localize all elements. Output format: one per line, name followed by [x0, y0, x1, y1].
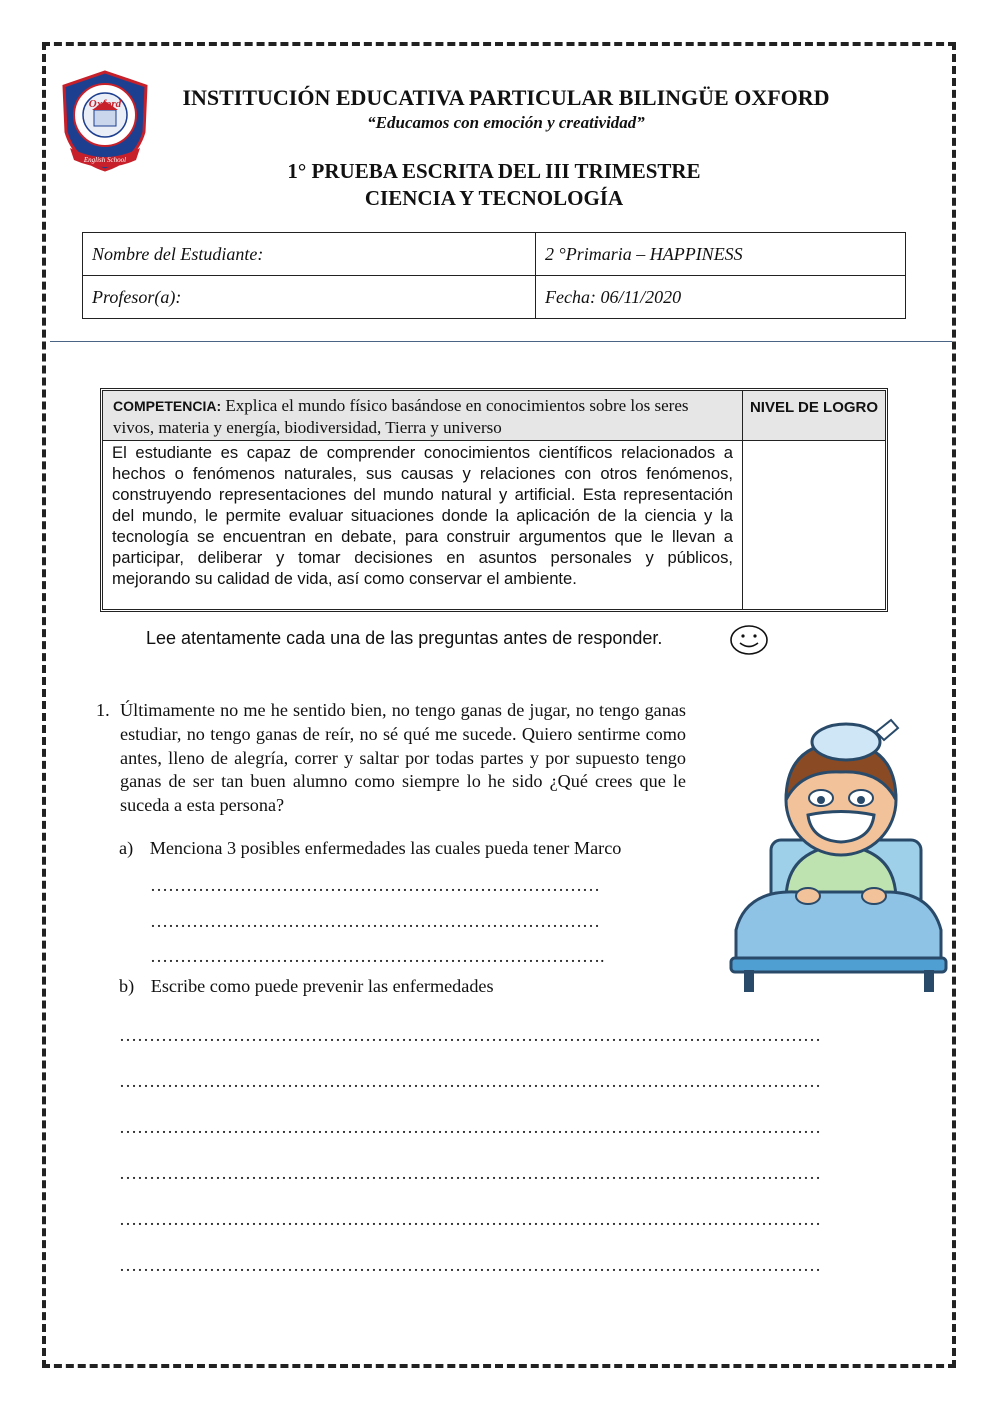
- competencia-description: El estudiante es capaz de comprender conocimientos científicos relacionados a hechos o fenómenos naturales, sus causas y relaciones con otros fenómenos, construyendo representaciones del mundo natural y artificial. Esta representación del mundo, le permite evaluar situaciones donde la aplicación de la ciencia y la tecnología se encuentran en debate, para construir argumentos que le llevan a participar, deliberar y tomar decisiones en asuntos personales y públicos, mejorando su calidad de vida, así como conservar el ambiente.: [103, 441, 743, 609]
- nivel-logro-header: NIVEL DE LOGRO: [743, 391, 885, 441]
- teacher-cell[interactable]: Profesor(a):: [83, 276, 536, 319]
- question-1a-text: Menciona 3 posibles enfermedades las cuales pueda tener Marco: [149, 838, 622, 858]
- institution-motto: “Educamos con emoción y creatividad”: [367, 113, 645, 132]
- svg-text:English School: English School: [83, 156, 127, 164]
- school-logo: [56, 70, 154, 174]
- question-1b-label: b): [119, 976, 135, 996]
- nivel-logro-cell[interactable]: [743, 441, 885, 609]
- answer-line[interactable]: ………………………………………………………………….: [150, 946, 605, 966]
- question-1: [96, 699, 686, 818]
- answer-line[interactable]: …………………………………………………………………: [150, 911, 600, 931]
- answer-line[interactable]: ………………………………………………………………………………………………………: [119, 1025, 821, 1045]
- answer-line[interactable]: ………………………………………………………………………………………………………: [119, 1255, 821, 1275]
- answer-line[interactable]: ………………………………………………………………………………………………………: [119, 1071, 821, 1091]
- answer-line[interactable]: ………………………………………………………………………………………………………: [119, 1163, 821, 1183]
- exam-title: [150, 158, 838, 212]
- exam-title-line1: 1° PRUEBA ESCRITA DEL III TRIMESTRE: [287, 159, 701, 183]
- competencia-header: [103, 391, 743, 441]
- answer-line[interactable]: ………………………………………………………………………………………………………: [119, 1209, 821, 1229]
- competencia-text: Explica el mundo físico basándose en conocimientos sobre los seres vivos, materia y energía, biodiversidad, Tierra y universo: [113, 396, 689, 437]
- institution-name: INSTITUCIÓN EDUCATIVA PARTICULAR BILINGÜE OXFORD: [182, 85, 830, 110]
- grade-cell: 2 °Primaria – HAPPINESS: [536, 233, 906, 276]
- instruction-text: Lee atentamente cada una de las preguntas antes de responder.: [146, 628, 663, 648]
- student-info-table: [82, 232, 906, 319]
- question-1a: [119, 838, 621, 859]
- smiley-icon: [729, 624, 769, 656]
- answer-line[interactable]: …………………………………………………………………: [150, 875, 600, 895]
- date-cell: Fecha: 06/11/2020: [536, 276, 906, 319]
- sick-boy-illustration: [716, 700, 961, 1000]
- question-text: Últimamente no me he sentido bien, no tengo ganas de jugar, no tengo ganas estudiar, no tengo ganas de reír, no sé qué me sucede. Quiero sentirme como antes, lleno de alegría, correr y saltar por todas partes y por supuesto tengo ganas de ser tan buen alumno como siempre lo he sido ¿Qué crees que le suceda a esta persona?: [120, 700, 686, 816]
- svg-text:Oxford: Oxford: [88, 98, 122, 110]
- student-name-cell[interactable]: Nombre del Estudiante:: [83, 233, 536, 276]
- competencia-table: [100, 388, 888, 612]
- question-1b-text: Escribe como puede prevenir las enfermedades: [150, 976, 494, 996]
- exam-title-line2: CIENCIA Y TECNOLOGÍA: [364, 186, 624, 210]
- question-1b: [119, 976, 494, 997]
- answer-line[interactable]: ………………………………………………………………………………………………………: [119, 1117, 821, 1137]
- question-number: 1.: [96, 700, 110, 720]
- competencia-label: COMPETENCIA:: [113, 398, 222, 414]
- divider: [50, 341, 952, 342]
- question-1a-label: a): [119, 838, 134, 858]
